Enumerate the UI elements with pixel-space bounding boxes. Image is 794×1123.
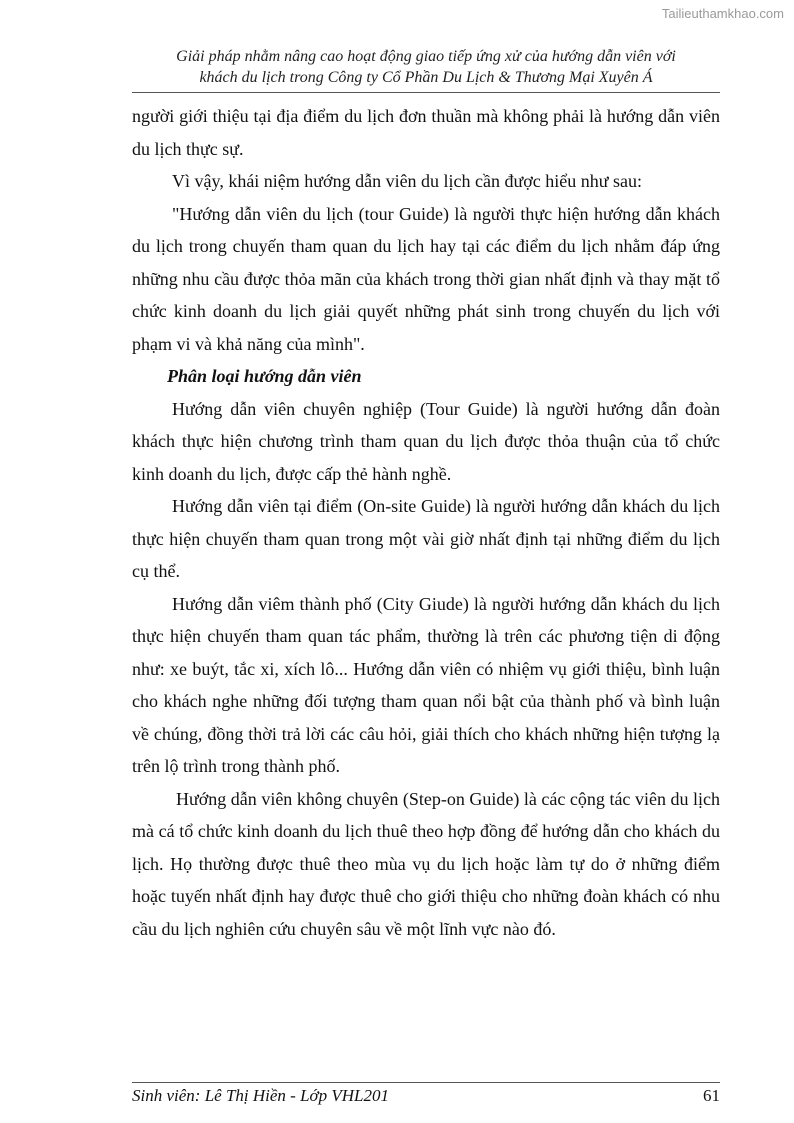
paragraph-definition: "Hướng dẫn viên du lịch (tour Guide) là người thực hiện hướng dẫn khách du lịch trong chuyến tham quan du lịch hay tại các điểm du lịch nhằm đáp ứng những nhu cầu được thỏa mãn của khách trong thời gian nhất định và thay mặt tổ chức kinh doanh du lịch giải quyết những phát sinh trong chuyến du lịch với phạm vi và khả năng của mình".: [132, 203, 720, 354]
page-number: 61: [703, 1086, 720, 1105]
header-divider: [132, 92, 720, 93]
paragraph-continuation: người giới thiệu tại địa điểm du lịch đơn thuần mà không phải là hướng dẫn viên du lịch thực sự.: [132, 106, 720, 159]
paragraph-city-guide: Hướng dẫn viêm thành phố (City Giude) là người hướng dẫn khách du lịch thực hiện chuyến tham quan tác phẩm, thường là trên các phương tiện di động như: xe buýt, tắc xi, xích lô... Hướng dẫn viên có nhiệm vụ giới thiệu, bình luận cho khách nghe những đối tượng tham quan nổi bật của thành phố và bình luận về chúng, đồng thời trả lời các câu hỏi, giải thích cho khách những hiện tượng lạ trên lộ trình trong thành phố.: [132, 593, 720, 776]
paragraph-onsite-guide: Hướng dẫn viên tại điểm (On-site Guide) là người hướng dẫn khách du lịch thực hiện chuyến tham quan trong một vài giờ nhất định tại những điểm du lịch cụ thể.: [132, 496, 720, 581]
footer-divider: [132, 1082, 720, 1083]
running-header: [132, 46, 720, 88]
paragraph-stepon-guide: Hướng dẫn viên không chuyên (Step-on Guide) là các cộng tác viên du lịch mà cá tổ chức kinh doanh du lịch thuê theo hợp đồng để hướng dẫn cho khách du lịch. Họ thường được thuê theo mùa vụ du lịch hoặc làm tự do ở những điểm hoặc tuyến nhất định hay được thuê cho giới thiệu cho những đoàn khách có nhu cầu du lịch nghiên cứu chuyên sâu về một lĩnh vực nào đó.: [132, 788, 720, 939]
footer-author: Sinh viên: Lê Thị Hiền - Lớp VHL201: [132, 1086, 389, 1105]
paragraph-intro: Vì vậy, khái niệm hướng dẫn viên du lịch cần được hiểu như sau:: [172, 171, 643, 191]
paragraph-tour-guide: Hướng dẫn viên chuyên nghiệp (Tour Guide) là người hướng dẫn đoàn khách thực hiện chương trình tham quan du lịch được thỏa thuận của tổ chức kinh doanh du lịch, được cấp thẻ hành nghề.: [132, 398, 720, 484]
section-heading: Phân loại hướng dẫn viên: [167, 366, 362, 386]
page-body: [132, 100, 720, 945]
header-line-2: khách du lịch trong Công ty Cổ Phần Du Lịch & Thương Mại Xuyên Á: [199, 69, 653, 86]
watermark: Tailieuthamkhao.com: [661, 6, 784, 21]
header-line-1: Giải pháp nhằm nâng cao hoạt động giao tiếp ứng xử của hướng dẫn viên với: [176, 48, 676, 65]
